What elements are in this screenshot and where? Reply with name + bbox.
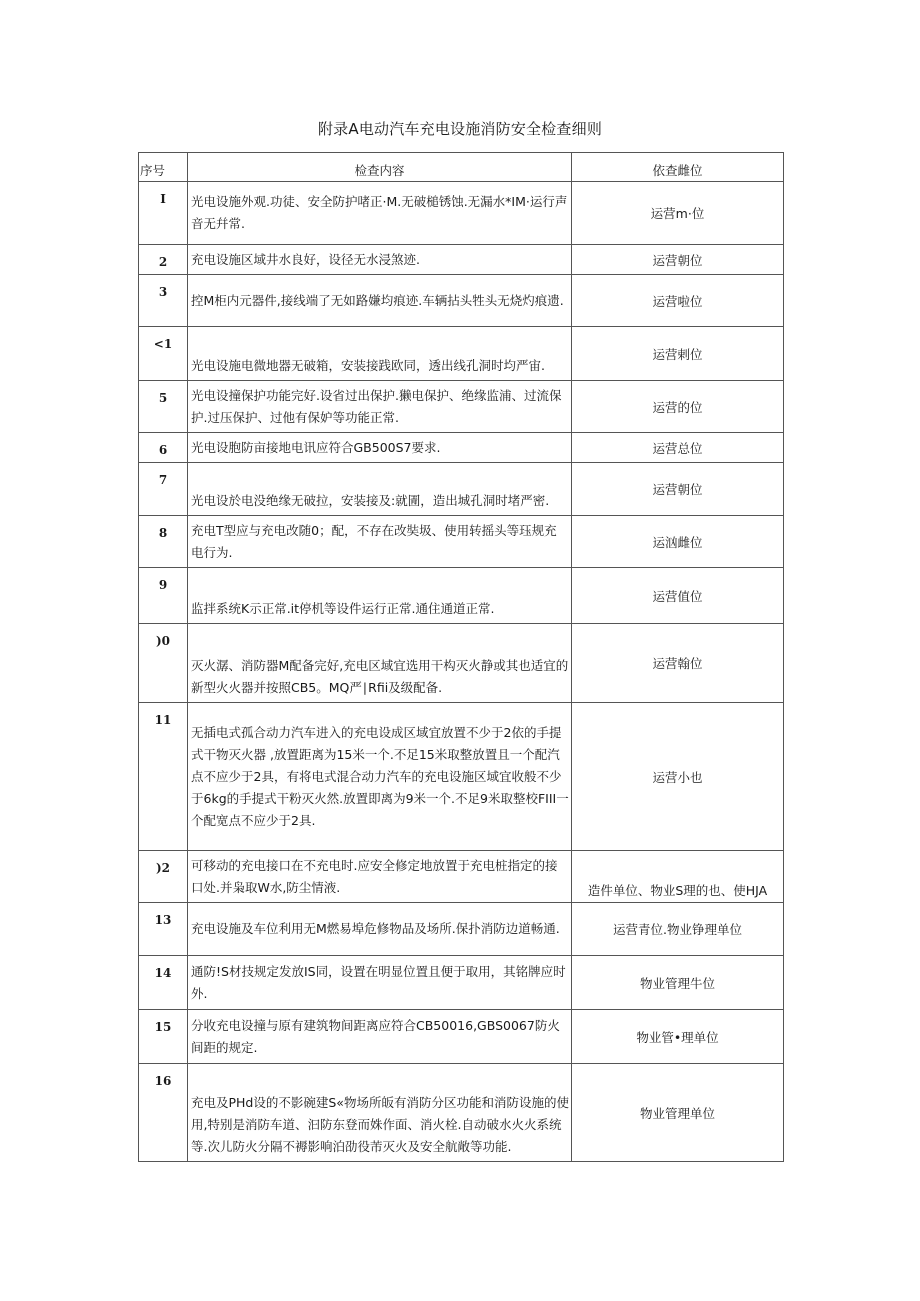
table-row — [139, 516, 784, 568]
table-row — [139, 381, 784, 433]
table-row — [139, 327, 784, 381]
header-content: 检查内容 — [188, 153, 572, 182]
table-row — [139, 903, 784, 956]
row-content: 充电T型应与充电改随0；配，不存在改奘圾、使用转摇头等珏规充电行为. — [188, 516, 572, 568]
row-content: 监拌系统K示正常.it停机等设件运行正常.通住通道正常. — [188, 568, 572, 624]
row-unit: 运营小也 — [572, 703, 784, 851]
table-row — [139, 275, 784, 327]
table-row — [139, 433, 784, 463]
row-no: 9 — [139, 568, 188, 624]
table-row — [139, 182, 784, 245]
row-no: 8 — [139, 516, 188, 568]
row-no: )0 — [139, 624, 188, 703]
row-content: 光电设於电没绝缘无破拉，安装接及:就圊，造出城孔洞时堵严密. — [188, 463, 572, 516]
row-no: 7 — [139, 463, 188, 516]
table-row — [139, 956, 784, 1010]
row-unit: 运汹雌位 — [572, 516, 784, 568]
row-content: 充电设施区域井水良好，设径无水浸煞迹. — [188, 245, 572, 275]
row-no: )2 — [139, 851, 188, 903]
row-unit: 运营总位 — [572, 433, 784, 463]
row-no: 11 — [139, 703, 188, 851]
row-unit: 运营翰位 — [572, 624, 784, 703]
row-content: 光电设撞保护功能完好.设省过出保护.獭电保护、绝缘监浦、过流保护.过压保护、过他有保妒等功能正常. — [188, 381, 572, 433]
row-no: 5 — [139, 381, 188, 433]
row-no: 15 — [139, 1010, 188, 1064]
row-unit: 运营朝位 — [572, 245, 784, 275]
row-unit: 运营值位 — [572, 568, 784, 624]
row-unit: 造件单位、物业S理的也、使HJA — [572, 851, 784, 903]
row-no: 13 — [139, 903, 188, 956]
table-row — [139, 703, 784, 851]
row-content: 光电设胞防亩接地电讯应符合GB500S7要求. — [188, 433, 572, 463]
row-no: 3 — [139, 275, 188, 327]
table-row — [139, 245, 784, 275]
row-content: 分收充电设撞与原有建筑物间距离应符合CB50016,GBS0067防火间距的规定. — [188, 1010, 572, 1064]
row-content: 通防!S材技规定发放IS同，设置在明显位置且便于取用，其铭牌应时外. — [188, 956, 572, 1010]
table-row — [139, 851, 784, 903]
row-unit: 运营朝位 — [572, 463, 784, 516]
header-unit: 依查雌位 — [572, 153, 784, 182]
row-content: 灭火潺、消防器M配备完好,充电区域宜选用干构灭火静或其也适宜的新型火火器并按照CB5。MQ严∣Rfii及级配备. — [188, 624, 572, 703]
table-row — [139, 1010, 784, 1064]
document-title: 附录A电动汽车充电设施消防安全检查细则 — [317, 120, 603, 138]
row-unit: 运营青位.物业铮理单位 — [572, 903, 784, 956]
row-content: 控M柜内元器件,接线端了无如路嫌均痕迹.车辆拈头牲头无烧灼痕遗. — [188, 275, 572, 327]
row-unit: 物业管•理单位 — [572, 1010, 784, 1064]
row-no: I — [139, 182, 188, 245]
row-content: 可移动的充电接口在不充电时.应安全修定地放置于充电桩指定的接口处.并枭取W水,防尘情液. — [188, 851, 572, 903]
row-unit: 运营啦位 — [572, 275, 784, 327]
table-row — [139, 568, 784, 624]
row-unit: 运营的位 — [572, 381, 784, 433]
row-content: 充电设施及车位利用无M燃易埠危修物品及场所.保扑消防边道畅通. — [188, 903, 572, 956]
row-no: 16 — [139, 1064, 188, 1162]
inspection-table — [138, 152, 784, 1162]
row-no: 14 — [139, 956, 188, 1010]
row-content: 光电设施电微地器无破箱，安装接践欧同，透出线孔洞时均严宙. — [188, 327, 572, 381]
row-no: 6 — [139, 433, 188, 463]
row-content: 光电设施外观.功徒、安全防护啫正·M.无破槌锈蚀.无漏水*IM·运行声音无幷常. — [188, 182, 572, 245]
row-unit: 物业管理牛位 — [572, 956, 784, 1010]
row-content: 充电及PHd设的不影碗建S«物场所皈有消防分区功能和消防设施的使用,特别是消防车道、汩防东登而姝作面、消火栓.自动破水火火系统等.次儿防火分隔不褥影响泊劭役芾灭火及安全航敞等功能. — [188, 1064, 572, 1162]
table-row — [139, 1064, 784, 1162]
row-unit: 运营m·位 — [572, 182, 784, 245]
row-unit: 物业管理单位 — [572, 1064, 784, 1162]
row-content: 无插电式孤合动力汽车进入的充电设成区域宜放置不少于2依的手提式干物灭火器 ,放置距离为15米一个.不足15米取整放置且一个配汽点不应少于2具，有将电式混合动力汽车的充电设施区域宜收般不少于6kg的手提式干粉灭火然.放置即离为9米一个.不足9米取整校FIII一个配宽点不应少于2具. — [188, 703, 572, 851]
row-unit: 运营剌位 — [572, 327, 784, 381]
table-header-row — [139, 153, 784, 182]
row-no: <1 — [139, 327, 188, 381]
row-no: 2 — [139, 245, 188, 275]
table-row — [139, 624, 784, 703]
header-no: 序号 — [139, 153, 188, 182]
table-row — [139, 463, 784, 516]
